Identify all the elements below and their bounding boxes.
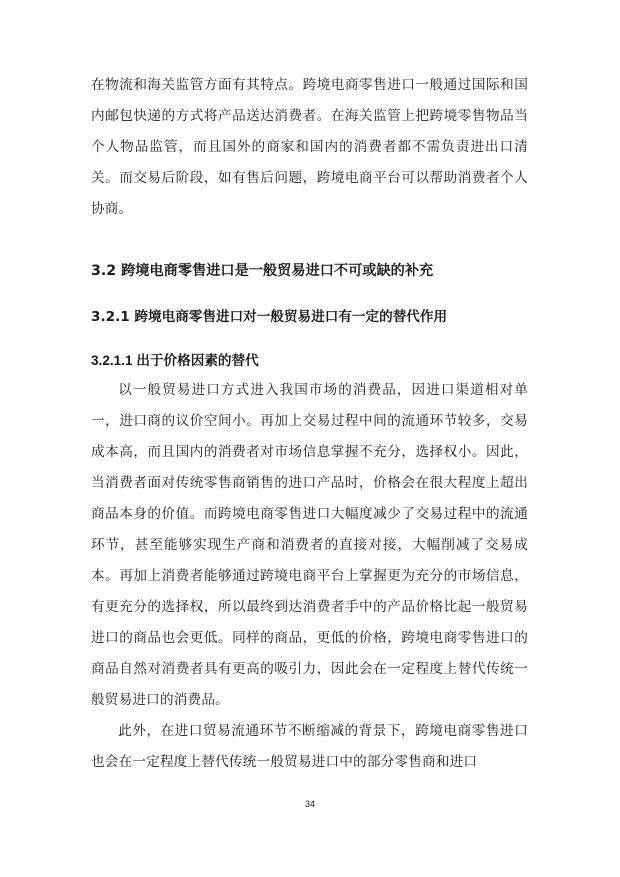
paragraph-top: 在物流和海关监管方面有其特点。跨境电商零售进口一般通过国际和国内邮包快递的方式将产品送达消费者。在海关监管上把跨境零售物品当个人物品监管，而且国外的商家和国内的消费者都不需负责进出口清关。而交易后阶段，如有售后问题，跨境电商平台可以帮助消费者个人协商。 (91, 77, 528, 217)
body-block (91, 375, 528, 778)
paragraph-1: 以一般贸易进口方式进入我国市场的消费品，因进口渠道相对单一，进口商的议价空间小。再加上交易过程中间的流通环节较多，交易成本高，而且国内的消费者对市场信息掌握不充分，选择权小。因此，当消费者面对传统零售商销售的进口产品时，价格会在很大程度上超出商品本身的价值。而跨境电商零售进口大幅度减少了交易过程中的流通环节，甚至能够实现生产商和消费者的直接对接，大幅削减了交易成本。再加上消费者能够通过跨境电商平台上掌握更为充分的市场信息，有更充分的选择权，所以最终到达消费者手中的产品价格比起一般贸易进口的商品也会更低。同样的商品，更低的价格，跨境电商零售进口的商品自然对消费者具有更高的吸引力，因此会在一定程度上替代传统一般贸易进口的消费品。 (91, 382, 528, 708)
paragraph-top-block (91, 70, 528, 225)
subsubsection-title: 出于价格因素的替代 (136, 353, 259, 369)
paragraph-2: 此外，在进口贸易流通环节不断缩减的背景下，跨境电商零售进口也会在一定程度上替代传统一般贸易进口中的部分零售商和进口 (91, 723, 528, 770)
section-heading: 3.2 跨境电商零售进口是一般贸易进口不可或缺的补充 (91, 263, 434, 279)
subsubsection-heading (91, 349, 259, 369)
subsection-heading: 3.2.1 跨境电商零售进口对一般贸易进口有一定的替代作用 (91, 309, 448, 325)
page-number: 34 (304, 799, 315, 809)
subsubsection-number: 3.2.1.1 (91, 353, 137, 368)
